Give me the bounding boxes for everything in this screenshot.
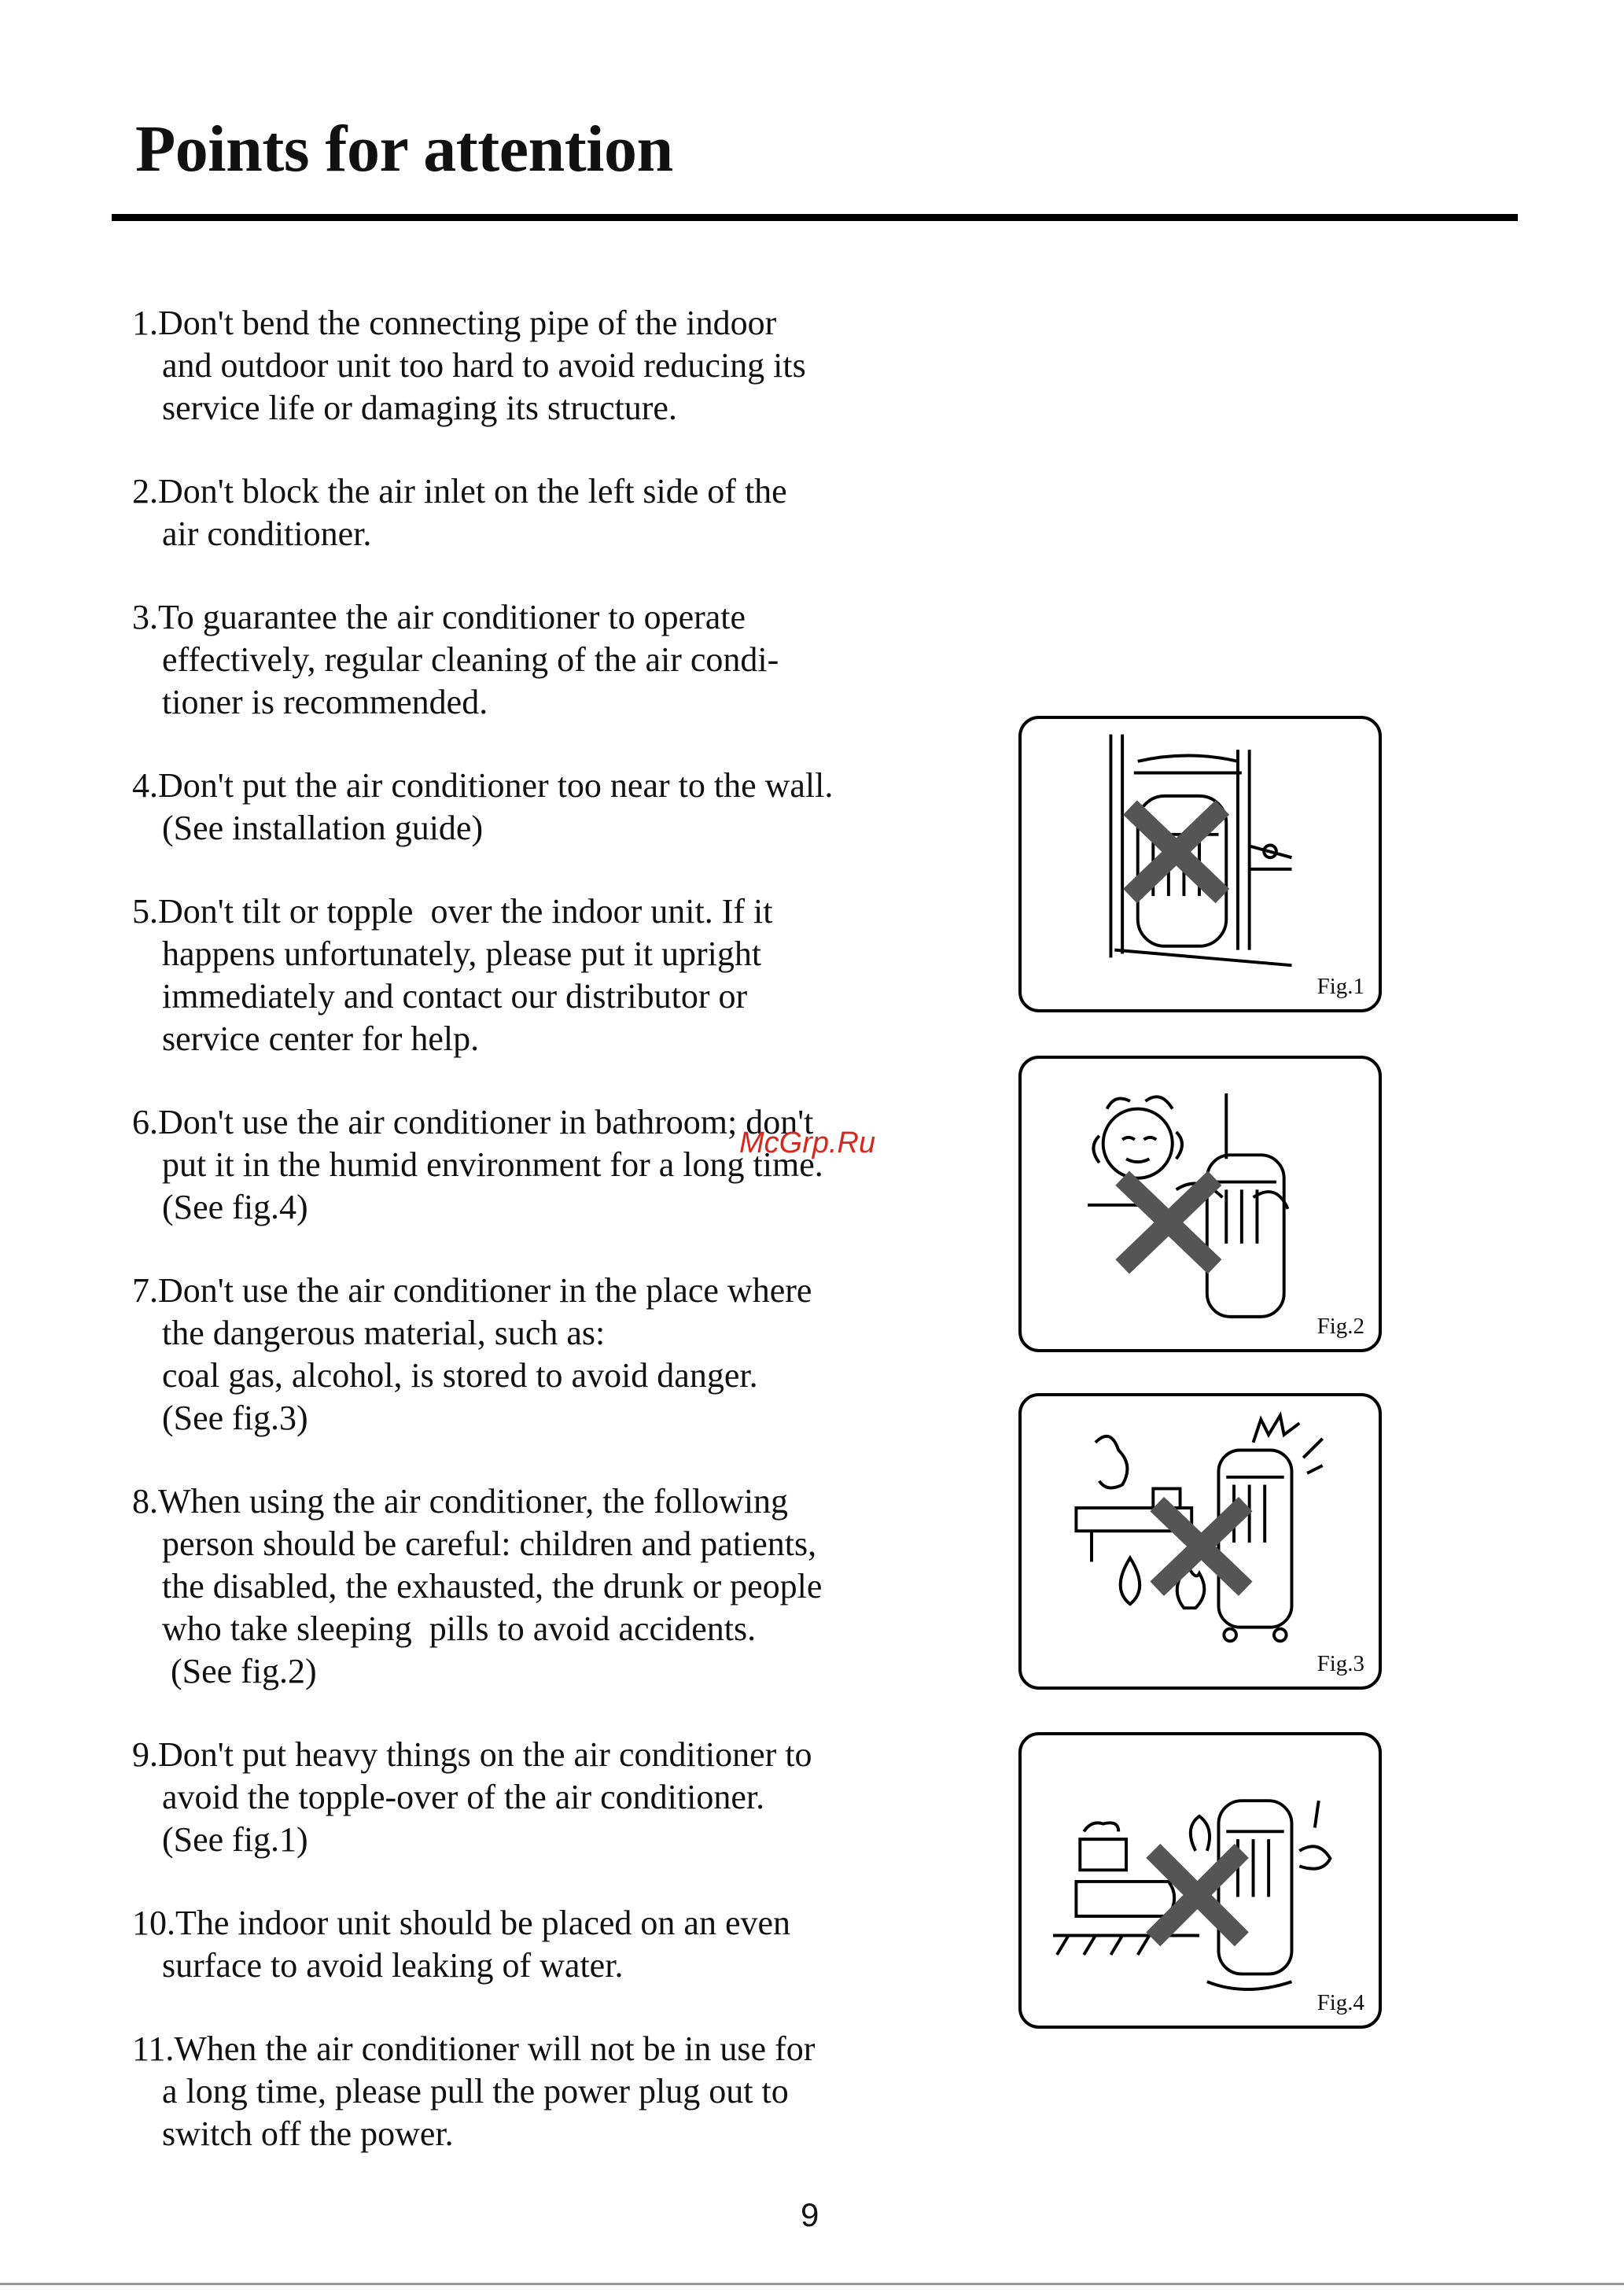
item-number: 9.: [132, 1735, 158, 1774]
list-item: [132, 890, 926, 1060]
item-text-line: Don't use the air conditioner in bathroom; don't: [158, 1103, 814, 1141]
item-text-line: (See fig.4): [162, 1188, 308, 1226]
item-text-line: the dangerous material, such as:: [162, 1314, 606, 1352]
attention-list: [132, 302, 926, 2196]
item-text-line: Don't bend the connecting pipe of the indoor: [158, 304, 777, 342]
item-text-line: (See installation guide): [162, 809, 484, 847]
item-number: 1.: [132, 304, 158, 342]
item-text-line: immediately and contact our distributor or: [162, 977, 748, 1016]
item-text-line: switch off the power.: [162, 2114, 454, 2153]
figure-3: [1018, 1393, 1382, 1690]
item-text-line: Don't block the air inlet on the left side of the: [158, 472, 787, 511]
air-conditioner-under-shelf-crossed-icon: [1022, 719, 1379, 1009]
item-text-line: air conditioner.: [162, 514, 372, 553]
figure-1: [1018, 716, 1382, 1012]
gas-and-fire-near-air-conditioner-crossed-icon: [1022, 1396, 1379, 1687]
item-text-line: When using the air conditioner, the following: [158, 1482, 789, 1521]
item-number: 2.: [132, 472, 158, 511]
figure-2: [1018, 1056, 1382, 1352]
watermark: McGrp.Ru: [739, 1126, 876, 1159]
item-number: 8.: [132, 1482, 158, 1521]
title-rule: [112, 214, 1518, 221]
item-number: 10.: [132, 1904, 175, 1942]
list-item: [132, 2028, 926, 2155]
item-text-line: (See fig.2): [162, 1652, 317, 1690]
list-item: [132, 765, 926, 850]
list-item: [132, 596, 926, 724]
item-number: 4.: [132, 766, 158, 805]
air-conditioner-in-bathroom-crossed-icon: [1022, 1735, 1379, 2026]
item-text-line: (See fig.1): [162, 1820, 308, 1859]
figure-caption: Fig.1: [1317, 974, 1364, 999]
item-text-line: coal gas, alcohol, is stored to avoid danger.: [162, 1356, 758, 1395]
item-text-line: and outdoor unit too hard to avoid reducing its: [162, 346, 806, 385]
item-number: 11.: [132, 2029, 175, 2068]
item-text-line: person should be careful: children and patients,: [162, 1524, 817, 1563]
item-text-line: service center for help.: [162, 1019, 480, 1058]
item-number: 6.: [132, 1103, 158, 1141]
list-item: [132, 470, 926, 555]
figure-caption: Fig.4: [1317, 1990, 1364, 2015]
item-number: 5.: [132, 892, 158, 931]
list-item: [132, 1734, 926, 1861]
list-item: [132, 1902, 926, 1987]
item-text-line: Don't put the air conditioner too near to the wall.: [158, 766, 834, 805]
page-title: Points for attention: [135, 112, 673, 186]
list-item: [132, 1480, 926, 1693]
item-text-line: Don't put heavy things on the air conditioner to: [158, 1735, 812, 1774]
page-number: 9: [801, 2196, 819, 2233]
item-text-line: the disabled, the exhausted, the drunk or people: [162, 1567, 823, 1605]
item-text-line: who take sleeping pills to avoid accidents.: [162, 1609, 757, 1648]
list-item: [132, 302, 926, 429]
item-text-line: The indoor unit should be placed on an even: [175, 1904, 791, 1942]
item-text-line: service life or damaging its structure.: [162, 389, 677, 427]
item-text-line: Don't tilt or topple over the indoor unit. If it: [158, 892, 773, 931]
item-text-line: put it in the humid environment for a long time.: [162, 1145, 823, 1184]
item-text-line: effectively, regular cleaning of the air condi-: [162, 640, 779, 679]
item-text-line: happens unfortunately, please put it upright: [162, 935, 762, 973]
item-text-line: avoid the topple-over of the air conditioner.: [162, 1778, 765, 1816]
item-text-line: Don't use the air conditioner in the place where: [158, 1271, 812, 1310]
list-item: [132, 1270, 926, 1440]
figure-4: [1018, 1732, 1382, 2029]
list-item: [132, 1101, 926, 1229]
item-text-line: tioner is recommended.: [162, 683, 488, 721]
item-text-line: a long time, please pull the power plug out to: [162, 2072, 789, 2111]
item-text-line: To guarantee the air conditioner to operate: [158, 598, 746, 636]
tired-person-with-air-conditioner-crossed-icon: [1022, 1059, 1379, 1349]
item-text-line: When the air conditioner will not be in use for: [174, 2029, 816, 2068]
item-number: 7.: [132, 1271, 158, 1310]
figure-caption: Fig.2: [1317, 1314, 1364, 1339]
page-bottom-edge: [0, 2283, 1624, 2285]
item-text-line: (See fig.3): [162, 1399, 308, 1437]
item-text-line: surface to avoid leaking of water.: [162, 1946, 624, 1985]
item-number: 3.: [132, 598, 158, 636]
figure-caption: Fig.3: [1317, 1651, 1364, 1676]
